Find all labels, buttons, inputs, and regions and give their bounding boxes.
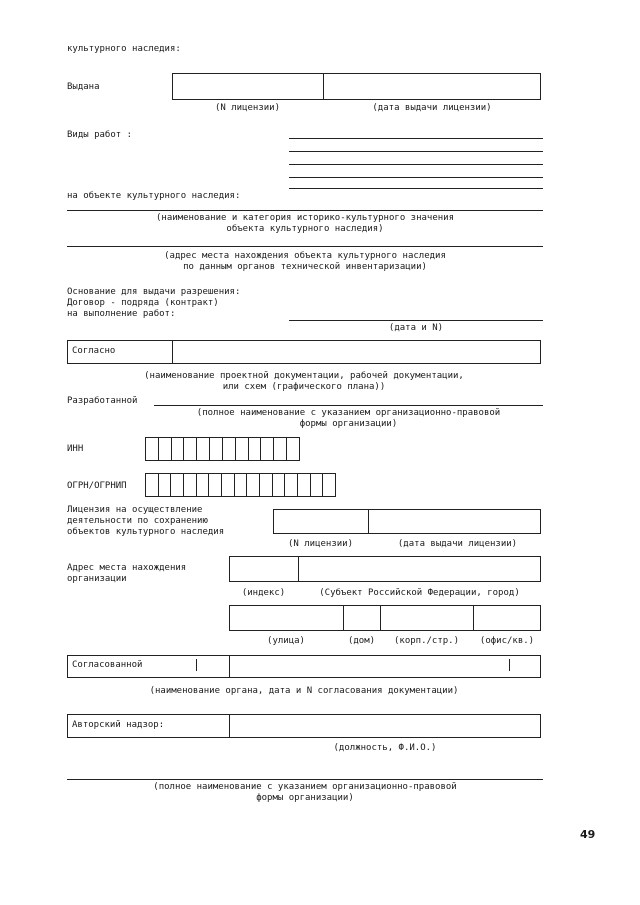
basis-date-caption: (дата и N) (388, 323, 444, 333)
object-name-line[interactable] (67, 210, 543, 211)
work-types-line-1[interactable] (289, 138, 543, 139)
org-address-divider-top (298, 556, 299, 582)
according-divider (172, 340, 173, 364)
object-name-caption: (наименование и категория историко-культурного значения объекта культурного наследия) (155, 213, 454, 234)
supervision-caption: (должность, Ф.И.О.) (333, 743, 437, 753)
final-line[interactable] (67, 779, 543, 780)
street-caption: (улица) (267, 636, 305, 646)
according-box[interactable] (67, 340, 541, 364)
org-address-divider-2 (380, 605, 381, 631)
org-license-date-caption: (дата выдачи лицензии) (397, 539, 518, 549)
object-label: на объекте культурного наследия: (67, 191, 241, 201)
work-types-label: Виды работ : (67, 130, 133, 140)
org-license-box[interactable] (273, 509, 541, 534)
org-address-divider-3 (473, 605, 474, 631)
agreed-divider-2 (229, 655, 230, 678)
office-caption: (офис/кв.) (479, 636, 535, 646)
org-address-label: Адрес места нахождения организации (67, 563, 187, 584)
ogrn-label: ОГРН/ОГРНИП (67, 481, 127, 491)
issued-label: Выдана (67, 82, 100, 92)
developed-caption: (полное наименование с указанием организационно-правовой формы организации) (196, 408, 501, 429)
basis-date-line[interactable] (289, 320, 543, 321)
according-label: Согласно (72, 346, 116, 356)
house-caption: (дом) (347, 636, 376, 646)
basis-text: Основание для выдачи разрешения: Договор - подряда (контракт) на выполнение работ: (67, 287, 241, 319)
org-address-box-bottom[interactable] (229, 605, 541, 631)
heritage-label: культурного наследия: (67, 44, 181, 54)
developed-line[interactable] (154, 405, 543, 406)
issued-license-caption: (N лицензии) (214, 103, 281, 113)
object-address-line[interactable] (67, 246, 543, 247)
supervision-label: Авторский надзор: (72, 720, 165, 730)
org-address-divider-1 (343, 605, 344, 631)
final-caption: (полное наименование с указанием организационно-правовой формы организации) (153, 782, 457, 803)
work-types-line-3[interactable] (289, 164, 543, 165)
index-caption: (индекс) (241, 588, 286, 598)
inn-label: ИНН (67, 444, 84, 454)
issued-date-caption: (дата выдачи лицензии) (372, 103, 492, 113)
org-license-label: Лицензия на осуществление деятельности по сохранению объектов культурного наследия (67, 505, 225, 537)
developed-label: Разработанной (67, 396, 138, 406)
issued-box[interactable] (172, 73, 541, 100)
according-caption: (наименование проектной документации, рабочей документации, или схем (графического плана)) (144, 371, 464, 392)
org-license-caption: (N лицензии) (287, 539, 354, 549)
agreed-label: Согласованной (72, 660, 143, 670)
ogrn-cells[interactable] (145, 473, 336, 497)
page-number: 49 (580, 828, 596, 841)
supervision-divider (229, 714, 230, 738)
agreed-divider-3 (509, 659, 510, 671)
org-address-box-top[interactable] (229, 556, 541, 582)
work-types-line-4[interactable] (289, 177, 543, 178)
issued-divider (323, 73, 324, 100)
work-types-line-5[interactable] (289, 188, 543, 189)
object-address-caption: (адрес места нахождения объекта культурного наследия по данным органов технической инвентаризации) (164, 251, 446, 272)
building-caption: (корп./стр.) (393, 636, 460, 646)
region-caption: (Субъект Российской Федерации, город) (319, 588, 520, 598)
org-license-divider (368, 509, 369, 534)
agreed-caption: (наименование органа, дата и N согласования документации) (149, 686, 459, 696)
agreed-divider-1 (196, 659, 197, 671)
work-types-line-2[interactable] (289, 151, 543, 152)
inn-cells[interactable] (145, 437, 300, 461)
